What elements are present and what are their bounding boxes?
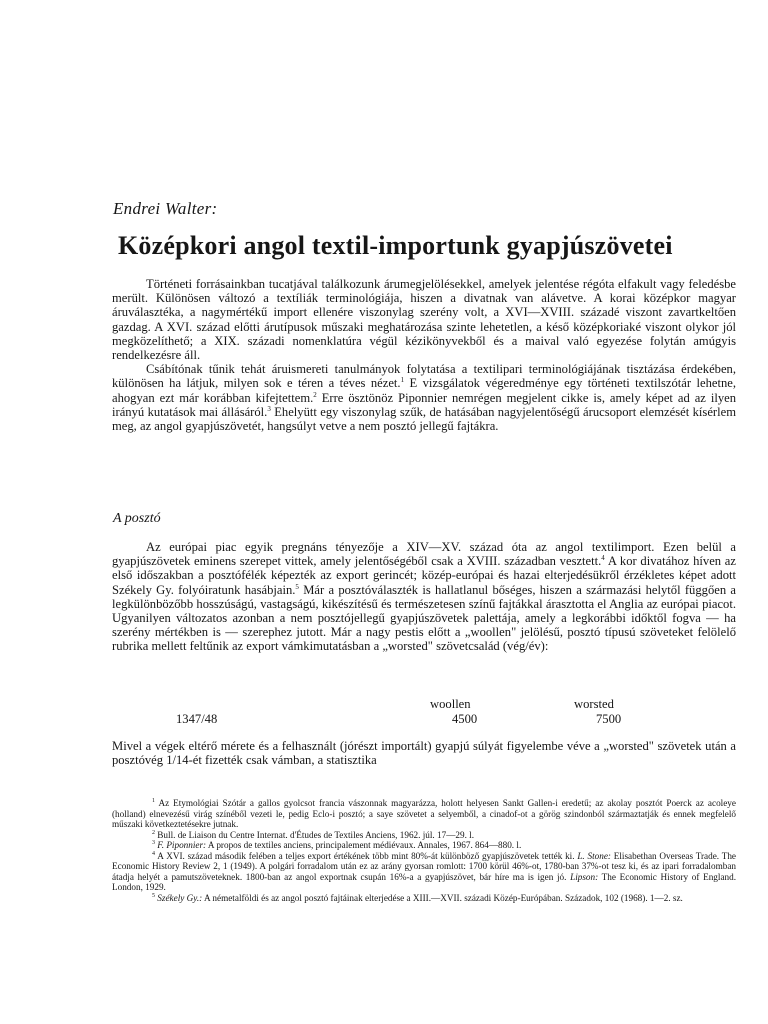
footnote xyxy=(112,798,736,830)
paragraph-text: Már a posztóválaszték is hallatlanul bőséges, hiszen a származási helytől függően a legkülönbözőbb hosszúságú, vastagságú, kikészítésű és természetesen színű fajtákkal árasztotta el Anglia az európai piacot. Ugyanilyen változatos azonban a nem posztójellegű gyapjúszövetek palettája, amely a legkorábbi időktől fogva — ha szerény mértékben is — szerephez jutott. Már a nagy pestis előtt a „woollen" jelölésű, posztó típusú szöveteket felölelő rubrika mellett feltűnik az export vámkimutatásban a „worsted" szövetcsalád (vég/év): xyxy=(112,582,737,654)
paragraph-text: Mivel a végek eltérő mérete és a felhasznált (jórészt importált) gyapjú súlyát figyelembe véve a „worsted" szövetek után a posztóvég 1/14-ét fizették csak vámban, a statisztika xyxy=(112,739,736,768)
footnote-ref: 5 xyxy=(295,582,299,591)
footnote-text: A XVI. század második felében a teljes export értékének több mint 80%-át különböző gyapjúszövetek tették ki. xyxy=(157,850,575,861)
table-cell-worsted: 7500 xyxy=(596,712,622,726)
article-title: Középkori angol textil-importunk gyapjúszövetei xyxy=(118,231,673,260)
footnote xyxy=(112,893,736,904)
footnote-author: F. Piponnier: xyxy=(157,840,207,850)
footnote xyxy=(112,840,736,851)
footnote-ref: 1 xyxy=(400,376,405,385)
footnote-ref: 3 xyxy=(267,404,271,413)
paragraph xyxy=(112,540,736,654)
footnote-number: 1 xyxy=(152,797,155,804)
paragraph-text: Csábítónak tűnik tehát áruismereti tanulmányok folytatása a textilipari terminológiájának tisztázása érdekében, különösen ha látjuk, milyen sok e téren a téves nézet. xyxy=(112,362,736,391)
table-header-woollen: woollen xyxy=(430,697,471,711)
footnote-text: A németalföldi és az angol posztó fajtáinak elterjedése a XIII.—XVII. századi Közép-Európában. Századok, 102 (1968). 1—2. sz. xyxy=(202,892,683,903)
footnote xyxy=(112,830,736,841)
paragraph-text: Ehelyütt egy viszonylag szűk, de hatásában nagyjelentőségű árucsoport elemzését kísérlem meg, az angol gyapjúszövetét, hangsúlyt vetve a nem posztó jellegű fajtákra. xyxy=(112,404,736,434)
paragraph xyxy=(112,362,736,433)
paragraph xyxy=(112,739,736,767)
section-heading: A posztó xyxy=(113,511,161,526)
paragraph-text: A kor divatához híven az első időszakban a posztófélék képezték az export gerincét; közép-európai és hazai elterjedésükről érzékletes képet adott Székely Gy. folyóiratunk hasábjain. xyxy=(112,554,736,597)
footnote-author: Lipson: xyxy=(570,871,599,882)
paragraph-text: Erre ösztönöz Piponnier nemrégen megjelent cikke is, amely képet ad az ilyen irányú kutatások mai állásáról. xyxy=(112,390,736,419)
footnote-text: Az Etymológiai Szótár a gallos gyolcsot francia vászonnak magyarázza, holott helyesen Sankt Gallen-i eredetű; az akolay posztót Poerck az acoleye (holland) elnevezésű virág színéből vezeti le, pedig Eclo-i posztó; a saye szövetet a selyemből, a cinadof-ot a görög szindonból származtatják és ennek megfelelő műszaki következtetésekre jutnak. xyxy=(112,798,736,829)
section-text-continued xyxy=(112,739,736,767)
footnote-ref: 2 xyxy=(313,390,317,399)
author-name: Endrei Walter: xyxy=(113,199,218,218)
section-text xyxy=(112,540,736,654)
paragraph xyxy=(112,277,736,362)
footnote-text: Elisabethan Overseas Trade. The Economic History Review 2, 1 (1949). A polgári forradalom után ez az arány gyorsan romlott: 1700 körül 46%-ot, 1780-ban 37%-ot tesz ki, és az ipari forradalomban átadja helyét a pamutszöveteknek. 1800-ban az angol exportnak csupán 16%-a a gyapjúszövet, bár híre ma is igen jó. xyxy=(112,850,736,882)
paragraph-text: E vizsgálatok végeredménye egy történeti textilszótár lehetne, ahogyan ezt már korábban kifejtettem. xyxy=(112,376,736,405)
footnote-ref: 4 xyxy=(601,554,605,563)
footnote-author: L. Stone: xyxy=(577,850,611,861)
footnote-number: 2 xyxy=(152,829,155,836)
table-cell-year: 1347/48 xyxy=(176,712,218,726)
footnote-author: Székely Gy.: xyxy=(157,892,203,903)
paragraph-text: Az európai piac egyik pregnáns tényezője a XIV—XV. század óta az angol textilimport. Ezen belül a gyapjúszövetek eminens szerepet vittek, amely jelentőségéből csak a XVIII. században vesztett. xyxy=(112,540,736,569)
footnote xyxy=(112,851,736,893)
export-table xyxy=(112,697,742,731)
table-cell-woollen: 4500 xyxy=(452,712,478,726)
footnote-text: The Economic History of England. London, 1929. xyxy=(112,871,737,892)
footnote-text: Bull. de Liaison du Centre Internat. d'Études de Textiles Anciens, 1962. júl. 17—29. l. xyxy=(157,829,475,840)
footnote-number: 5 xyxy=(152,892,155,899)
paragraph-text: Történeti forrásainkban tucatjával találkozunk árumegjelölésekkel, amelyek jelentése régóta elfakult vagy feledésbe merült. Különösen változó a textíliák terminológiája, hiszen a divatnak van alávetve. A korai középkor magyar áruválasztéka, a nagymértékű import ellenére viszonylag szerény volt, a XVI—XVIII. századé viszont zavartkeltően gazdag. A XVI. század előtti árutípusok műszaki meghatározása szinte lehetetlen, a késő középkoriaké viszont olykor jól megközelíthető; a XIX. századi nomenklatúra végül kézikönyvekből és a maival való egyezése folytán amúgyis rendelkezésre áll. xyxy=(112,277,736,363)
intro-text xyxy=(112,277,736,433)
footnote-text: A propos de textiles anciens, principalement médiévaux. Annales, 1967. 864—880. l. xyxy=(206,840,522,850)
footnote-number: 4 xyxy=(152,850,155,857)
footnote-number: 3 xyxy=(152,839,155,846)
table-header-worsted: worsted xyxy=(574,697,614,711)
footnotes xyxy=(112,798,736,903)
